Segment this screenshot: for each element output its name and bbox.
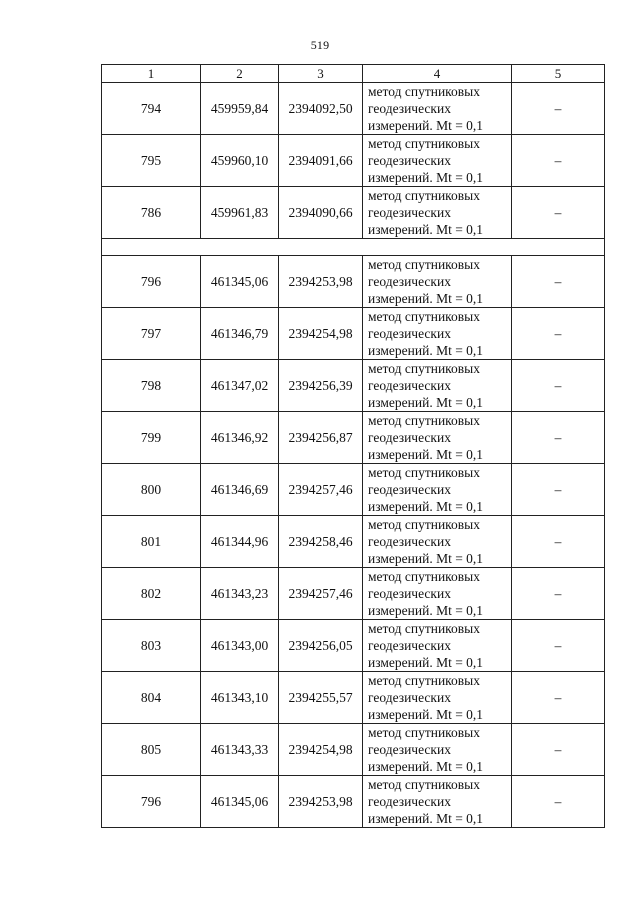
x-coordinate-cell: 461343,00 [201,620,279,672]
point-number-cell: 797 [102,308,201,360]
table-row [102,464,605,516]
method-text-line: метод спутниковых [368,569,480,584]
y-coordinate-cell: 2394258,46 [279,516,363,568]
table-row [102,620,605,672]
note-cell: – [512,412,605,464]
point-number-cell: 795 [102,135,201,187]
x-coordinate-cell: 461345,06 [201,776,279,828]
method-text-line: измерений. Mt = 0,1 [368,655,484,670]
x-coordinate-cell: 461343,10 [201,672,279,724]
coordinates-table [101,64,605,828]
header-col-5: 5 [512,65,605,83]
table-row [102,776,605,828]
note-cell: – [512,568,605,620]
note-cell: – [512,672,605,724]
table-row [102,187,605,239]
y-coordinate-cell: 2394255,57 [279,672,363,724]
method-text-line: геодезических [368,274,451,289]
y-coordinate-cell: 2394257,46 [279,568,363,620]
table-row [102,308,605,360]
y-coordinate-cell: 2394090,66 [279,187,363,239]
method-cell [363,620,512,672]
x-coordinate-cell: 459959,84 [201,83,279,135]
group-separator-row [102,239,605,256]
method-text-line: метод спутниковых [368,309,480,324]
method-cell [363,672,512,724]
method-cell [363,308,512,360]
method-text-line: измерений. Mt = 0,1 [368,118,484,133]
method-text-line: метод спутниковых [368,361,480,376]
method-text-line: метод спутниковых [368,413,480,428]
method-text-line: измерений. Mt = 0,1 [368,707,484,722]
header-col-4: 4 [363,65,512,83]
method-text-line: геодезических [368,430,451,445]
method-text-line: метод спутниковых [368,188,480,203]
method-cell [363,464,512,516]
y-coordinate-cell: 2394257,46 [279,464,363,516]
x-coordinate-cell: 461346,79 [201,308,279,360]
point-number-cell: 798 [102,360,201,412]
table-row [102,256,605,308]
method-text-line: измерений. Mt = 0,1 [368,603,484,618]
method-text-line: геодезических [368,378,451,393]
x-coordinate-cell: 461346,69 [201,464,279,516]
method-text-line: измерений. Mt = 0,1 [368,343,484,358]
method-text-line: метод спутниковых [368,84,480,99]
method-text-line: метод спутниковых [368,465,480,480]
note-cell: – [512,187,605,239]
note-cell: – [512,724,605,776]
method-cell [363,187,512,239]
header-row [102,65,605,83]
x-coordinate-cell: 459961,83 [201,187,279,239]
group-separator-cell [102,239,605,256]
point-number-cell: 799 [102,412,201,464]
y-coordinate-cell: 2394254,98 [279,724,363,776]
page-number: 519 [310,38,330,52]
point-number-cell: 805 [102,724,201,776]
note-cell: – [512,360,605,412]
note-cell: – [512,464,605,516]
method-text-line: измерений. Mt = 0,1 [368,395,484,410]
method-text-line: метод спутниковых [368,621,480,636]
header-col-2: 2 [201,65,279,83]
header-col-3: 3 [279,65,363,83]
method-cell [363,360,512,412]
note-cell: – [512,256,605,308]
method-text-line: измерений. Mt = 0,1 [368,170,484,185]
table-row [102,412,605,464]
method-text-line: метод спутниковых [368,257,480,272]
method-text-line: геодезических [368,534,451,549]
method-text-line: измерений. Mt = 0,1 [368,551,484,566]
point-number-cell: 802 [102,568,201,620]
method-text-line: измерений. Mt = 0,1 [368,291,484,306]
y-coordinate-cell: 2394256,87 [279,412,363,464]
point-number-cell: 786 [102,187,201,239]
method-text-line: геодезических [368,482,451,497]
method-text-line: геодезических [368,794,451,809]
method-cell [363,776,512,828]
method-text-line: геодезических [368,153,451,168]
y-coordinate-cell: 2394253,98 [279,776,363,828]
point-number-cell: 801 [102,516,201,568]
method-text-line: геодезических [368,586,451,601]
table-row [102,568,605,620]
x-coordinate-cell: 461346,92 [201,412,279,464]
method-text-line: измерений. Mt = 0,1 [368,499,484,514]
y-coordinate-cell: 2394256,05 [279,620,363,672]
note-cell: – [512,776,605,828]
method-cell [363,516,512,568]
x-coordinate-cell: 461344,96 [201,516,279,568]
point-number-cell: 796 [102,776,201,828]
method-text-line: измерений. Mt = 0,1 [368,759,484,774]
note-cell: – [512,516,605,568]
method-text-line: геодезических [368,742,451,757]
x-coordinate-cell: 461343,33 [201,724,279,776]
method-text-line: метод спутниковых [368,725,480,740]
x-coordinate-cell: 461347,02 [201,360,279,412]
method-text-line: метод спутниковых [368,517,480,532]
method-cell [363,83,512,135]
method-text-line: измерений. Mt = 0,1 [368,447,484,462]
note-cell: – [512,135,605,187]
table-row [102,360,605,412]
y-coordinate-cell: 2394091,66 [279,135,363,187]
y-coordinate-cell: 2394256,39 [279,360,363,412]
method-cell [363,412,512,464]
method-text-line: метод спутниковых [368,777,480,792]
table-body [102,83,605,828]
point-number-cell: 800 [102,464,201,516]
note-cell: – [512,83,605,135]
method-cell [363,135,512,187]
x-coordinate-cell: 461345,06 [201,256,279,308]
method-text-line: измерений. Mt = 0,1 [368,811,484,826]
method-text-line: геодезических [368,638,451,653]
method-text-line: измерений. Mt = 0,1 [368,222,484,237]
table-row [102,672,605,724]
table-row [102,724,605,776]
point-number-cell: 796 [102,256,201,308]
table-row [102,83,605,135]
method-text-line: геодезических [368,101,451,116]
point-number-cell: 804 [102,672,201,724]
method-cell [363,724,512,776]
y-coordinate-cell: 2394253,98 [279,256,363,308]
header-col-1: 1 [102,65,201,83]
method-text-line: геодезических [368,326,451,341]
table-row [102,135,605,187]
method-text-line: геодезических [368,690,451,705]
method-text-line: геодезических [368,205,451,220]
point-number-cell: 794 [102,83,201,135]
table-row [102,516,605,568]
x-coordinate-cell: 459960,10 [201,135,279,187]
y-coordinate-cell: 2394254,98 [279,308,363,360]
method-cell [363,256,512,308]
note-cell: – [512,308,605,360]
x-coordinate-cell: 461343,23 [201,568,279,620]
point-number-cell: 803 [102,620,201,672]
method-text-line: метод спутниковых [368,136,480,151]
method-text-line: метод спутниковых [368,673,480,688]
note-cell: – [512,620,605,672]
method-cell [363,568,512,620]
y-coordinate-cell: 2394092,50 [279,83,363,135]
